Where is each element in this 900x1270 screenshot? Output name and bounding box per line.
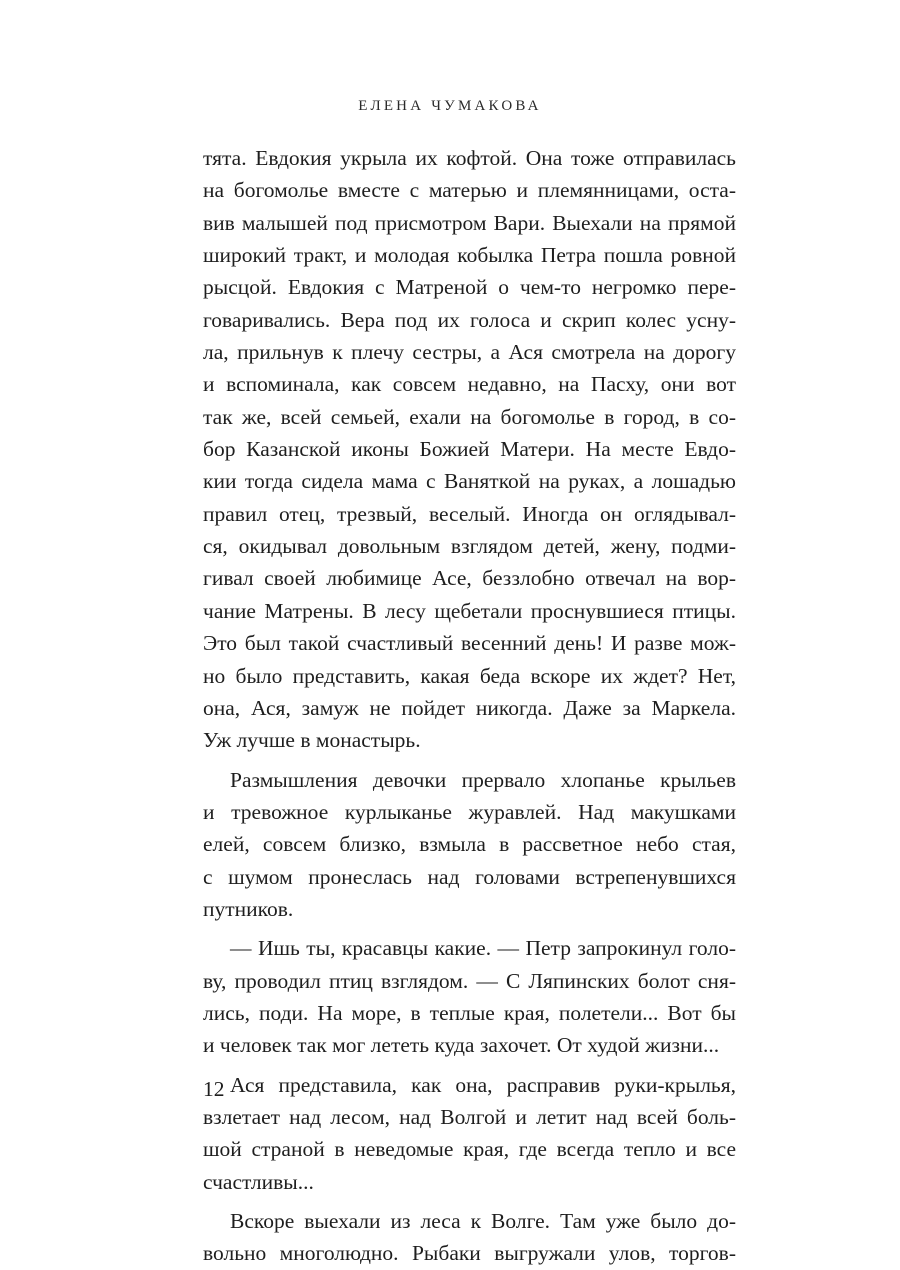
text-line: и вспоминала, как совсем недавно, на Пасху, они вот — [203, 372, 736, 397]
paragraph — [203, 764, 736, 926]
text-line: Размышления девочки прервало хлопанье крыльев — [230, 767, 736, 792]
paragraph — [203, 932, 736, 1061]
text-line: Ася представила, как она, расправив руки-крылья, — [230, 1072, 736, 1097]
text-line: и тревожное курлыканье журавлей. Над макушками — [203, 799, 736, 824]
text-line: так же, всей семьей, ехали на богомолье в город, в со- — [203, 404, 736, 429]
text-line: но было представить, какая беда вскоре их ждет? Нет, — [203, 663, 736, 688]
text-line: путников. — [203, 896, 294, 921]
text-line: на богомолье вместе с матерью и племянницами, оста- — [203, 178, 736, 203]
paragraph — [203, 1069, 736, 1198]
text-line: — Ишь ты, красавцы какие. — Петр запрокинул голо- — [230, 936, 736, 961]
text-line: Вскоре выехали из леса к Волге. Там уже было до- — [230, 1209, 736, 1233]
paragraph — [203, 142, 736, 757]
text-line: Уж лучше в монастырь. — [203, 728, 421, 753]
text-line: и человек так мог лететь куда захочет. От худой жизни... — [203, 1033, 720, 1058]
text-line: широкий тракт, и молодая кобылка Петра пошла ровной — [203, 243, 736, 268]
text-line: тята. Евдокия укрыла их кофтой. Она тоже отправилась — [203, 146, 736, 170]
text-line: счастливы... — [203, 1169, 314, 1194]
text-line: кии тогда сидела мама с Ваняткой на руках, а лошадью — [203, 469, 736, 494]
body-text — [203, 142, 736, 1270]
text-line: рысцой. Евдокия с Матреной о чем-то негромко пере- — [203, 275, 736, 300]
text-line: ву, проводил птиц взглядом. — С Ляпинских болот сня- — [203, 968, 736, 993]
text-line: ла, прильнув к плечу сестры, а Ася смотрела на дорогу — [203, 340, 736, 365]
text-line: гивал своей любимице Асе, беззлобно отвечал на вор- — [203, 566, 736, 591]
paragraph — [203, 1205, 736, 1270]
text-line: елей, совсем близко, взмыла в рассветное небо стая, — [203, 832, 736, 857]
text-line: говаривались. Вера под их голоса и скрип колес усну- — [203, 307, 736, 332]
text-line: бор Казанской иконы Божией Матери. На месте Евдо- — [203, 437, 736, 462]
text-line: она, Ася, замуж не пойдет никогда. Даже за Маркела. — [203, 695, 736, 720]
text-line: Это был такой счастливый весенний день! И разве мож- — [203, 631, 736, 656]
text-line: лись, поди. На море, в теплые края, полетели... Вот бы — [203, 1000, 736, 1025]
text-line: взлетает над лесом, над Волгой и летит над всей боль- — [203, 1104, 736, 1129]
text-line: с шумом пронеслась над головами встрепенувшихся — [203, 864, 736, 889]
text-line: вольно многолюдно. Рыбаки выгружали улов, торгов- — [203, 1241, 736, 1266]
text-line: шой страной в неведомые края, где всегда тепло и все — [203, 1137, 736, 1162]
text-line: ся, окидывал довольным взглядом детей, жену, подми- — [203, 534, 736, 559]
text-line: вив малышей под присмотром Вари. Выехали на прямой — [203, 210, 736, 235]
page-number: 12 — [203, 1077, 225, 1101]
running-head: ЕЛЕНА ЧУМАКОВА — [358, 98, 542, 114]
text-line: чание Матрены. В лесу щебетали проснувшиеся птицы. — [203, 598, 736, 623]
text-line: правил отец, трезвый, веселый. Иногда он оглядывал- — [203, 501, 736, 526]
